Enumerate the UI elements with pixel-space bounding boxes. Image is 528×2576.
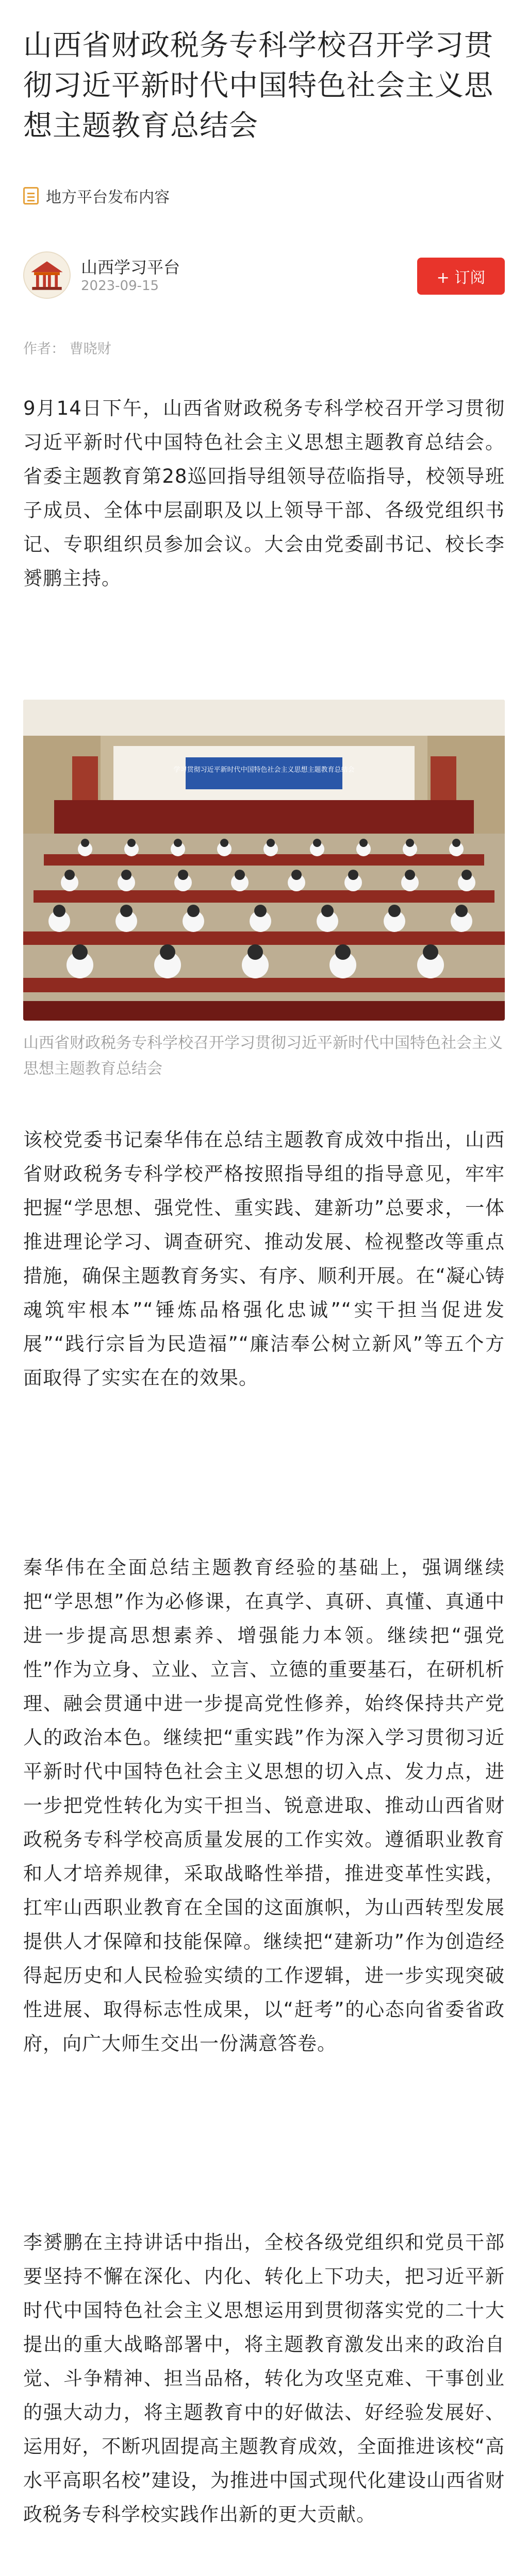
- author-row: [23, 247, 505, 299]
- paragraph-1: 9月14日下午，山西省财政税务专科学校召开学习贯彻习近平新时代中国特色社会主义思想主题教育总结会。省委主题教育第28巡回指导组领导莅临指导，校领导班子成员、全体中层副职及以上领导干部、各级党组织书记、专职组织员参加会议。大会由党委副书记、校长李赟鹏主持。: [23, 397, 505, 589]
- paragraph-4: 李赟鹏在主持讲话中指出，全校各级党组织和党员干部要坚持不懈在深化、内化、转化上下功夫，把习近平新时代中国特色社会主义思想运用到贯彻落实党的二十大提出的重大战略部署中，将主题教育激发出来的政治自觉、斗争精神、担当品格，转化为攻坚克难、干事创业的强大动力，将主题教育中的好做法、好经验发展好、运用好，不断巩固提高主题教育成效，全面推进该校“高水平高职名校”建设，为推进中国式现代化建设山西省财政税务专科学校实践作出新的更大贡献。: [23, 2231, 505, 2526]
- meeting-hall-image: [23, 700, 505, 1021]
- author-name[interactable]: 山西学习平台: [81, 258, 180, 277]
- source-tag-label: 地方平台发布内容: [46, 189, 170, 207]
- article-title: 山西省财政税务专科学校召开学习贯彻习近平新时代中国特色社会主义思想主题教育总结会: [23, 29, 493, 143]
- publish-date: 2023-09-15: [81, 278, 159, 294]
- banner-text: 学习贯彻习近平新时代中国特色社会主义思想主题教育总结会: [173, 766, 355, 774]
- paragraph-2: 该校党委书记秦华伟在总结主题教育成效中指出，山西省财政税务专科学校严格按照指导组的指导意见，牢牢把握“学思想、强党性、重实践、建新功”总要求，一体推进理论学习、调查研究、推动发展、检视整改等重点措施，确保主题教育务实、有序、顺利开展。在“凝心铸魂筑牢根本”“锤炼品格强化忠诚”“实干担当促进发展”“践行宗旨为民造福”“廉洁奉公树立新风”等五个方面取得了实实在在的效果。: [23, 1129, 505, 1389]
- byline: 作者： 曹晓财: [23, 341, 111, 357]
- author-avatar[interactable]: [23, 251, 71, 299]
- document-icon: [23, 187, 39, 205]
- source-tag[interactable]: [23, 184, 170, 207]
- photo-caption: 山西省财政税务专科学校召开学习贯彻习近平新时代中国特色社会主义思想主题教育总结会: [23, 1034, 503, 1078]
- meeting-photo: [23, 700, 505, 1021]
- paragraph-3: 秦华伟在全面总结主题教育经验的基础上，强调继续把“学思想”作为必修课，在真学、真研、真懂、真通中进一步提高思想素养、增强能力本领。继续把“强党性”作为立身、立业、立言、立德的重要基石，在研机析理、融会贯通中进一步提高党性修养，始终保持共产党人的政治本色。继续把“重实践”作为深入学习贯彻习近平新时代中国特色社会主义思想的切入点、发力点，进一步把党性转化为实干担当、锐意进取、推动山西省财政税务专科学校高质量发展的工作实效。遵循职业教育和人才培养规律，采取战略性举措，推进变革性实践，扛牢山西职业教育在全国的这面旗帜，为山西转型发展提供人才保障和技能保障。继续把“建新功”作为创造经得起历史和人民检验实绩的工作逻辑，进一步实现突破性进展、取得标志性成果，以“赶考”的心态向省委省政府，向广大师生交出一份满意答卷。: [23, 1556, 505, 2055]
- subscribe-button[interactable]: + 订阅: [417, 258, 505, 295]
- temple-logo-icon: [24, 252, 70, 298]
